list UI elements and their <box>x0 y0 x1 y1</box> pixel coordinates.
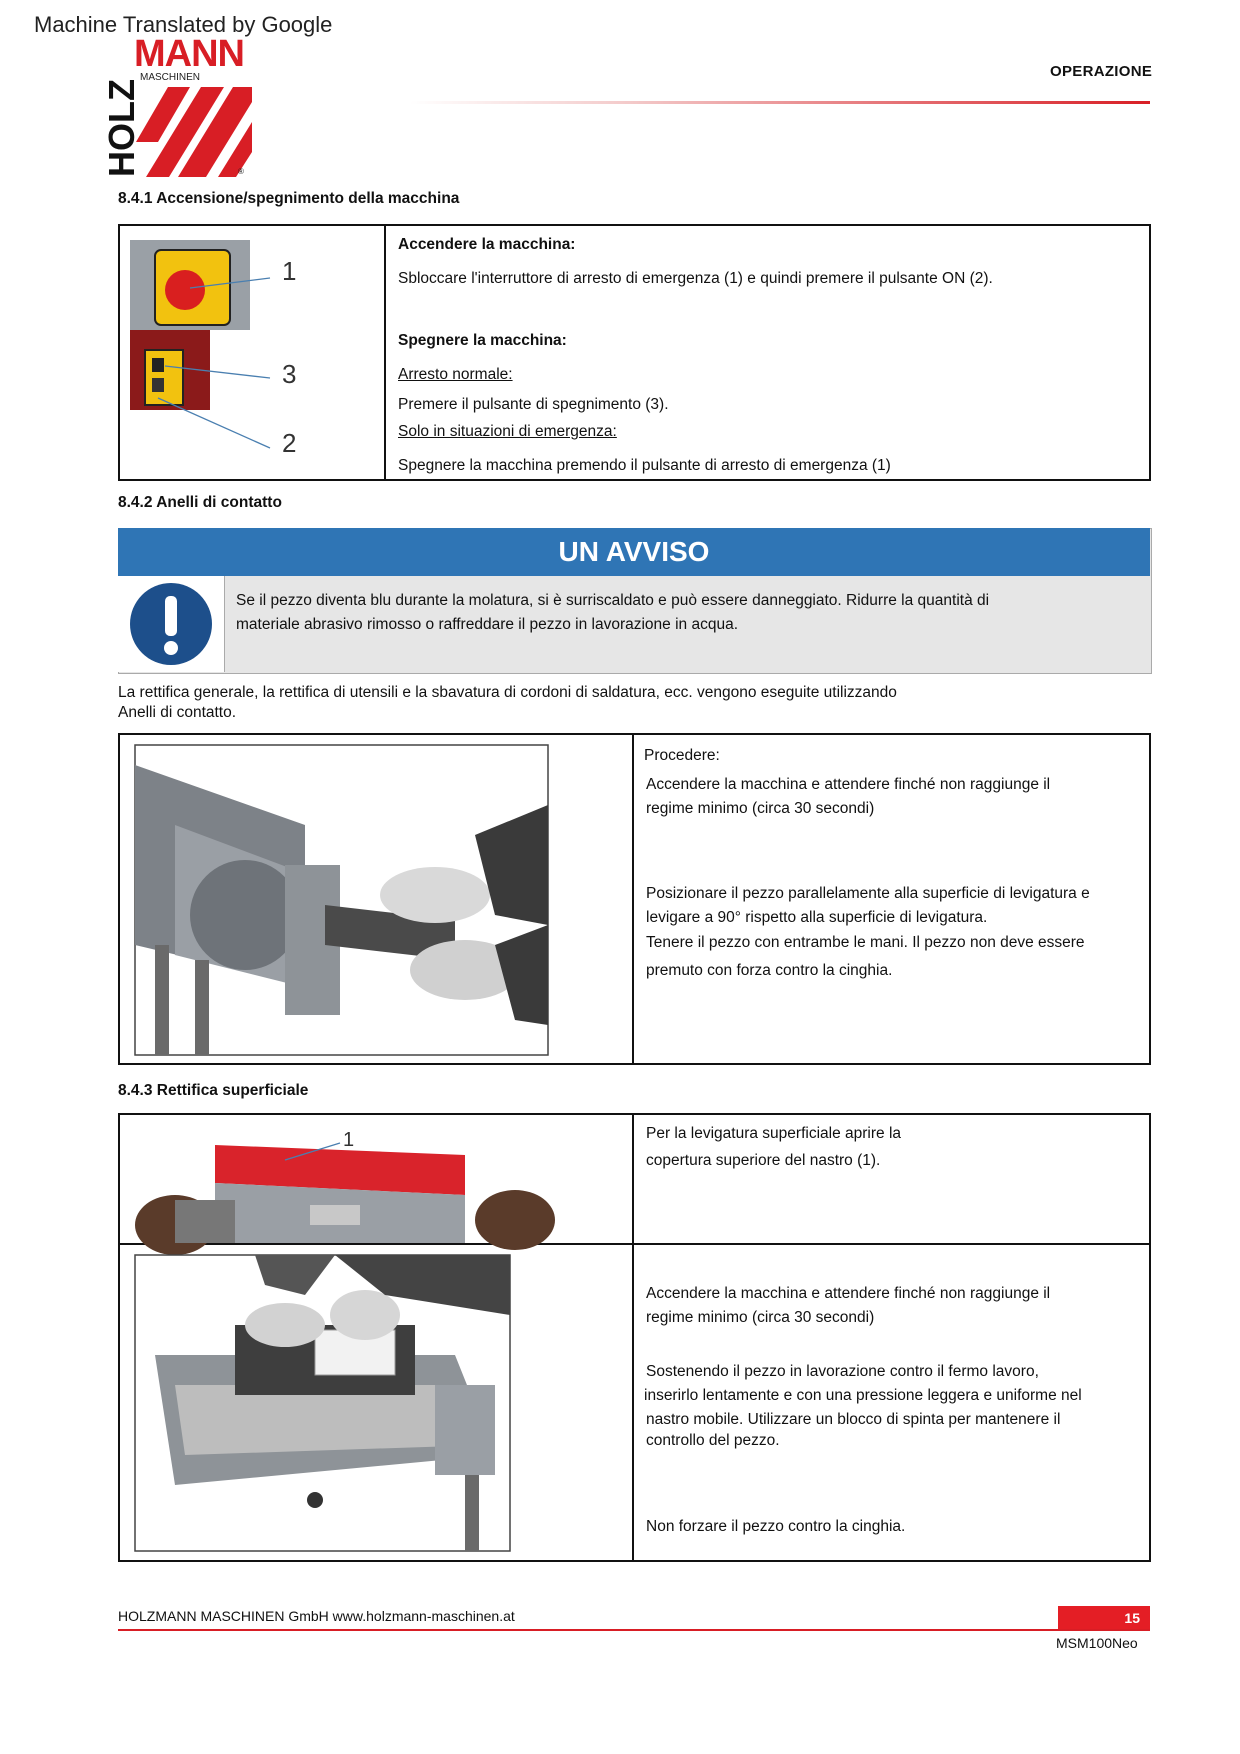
emergency-text: Spegnere la macchina premendo il pulsante di arresto di emergenza (1) <box>398 457 891 474</box>
warning-title: UN AVVISO <box>118 528 1150 576</box>
section-title: OPERAZIONE <box>1050 63 1153 80</box>
cover-text-cell <box>633 1114 1150 1244</box>
onoff-text-cell <box>385 225 1150 480</box>
cover-image-cell <box>119 1114 633 1244</box>
callout-3: 3 <box>282 359 297 389</box>
svg-text:MASCHINEN: MASCHINEN <box>140 72 201 83</box>
contact-wheel-grinding-photo <box>135 745 548 1055</box>
sg-step2-line3: nastro mobile. Utilizzare un blocco di spinta per mantenere il <box>646 1411 1061 1428</box>
cw-step1-line1: Accendere la macchina e attendere finché non raggiunge il <box>646 776 1051 793</box>
cw-step2-line1: Posizionare il pezzo parallelamente alla superficie di levigatura e <box>646 885 1090 902</box>
footer-rule <box>118 1629 1150 1631</box>
svg-text:MANN: MANN <box>134 33 244 75</box>
warning-text-line1: Se il pezzo diventa blu durante la molatura, si è surriscaldato e può essere danneggiato. Ridurre la quantità di <box>236 592 990 609</box>
contact-wheel-table <box>118 733 1151 1065</box>
intro-line1: La rettifica generale, la rettifica di utensili e la sbavatura di cordoni di saldatura, ecc. vengono eseguite utilizzando <box>118 684 897 701</box>
switch-off-title: Spegnere la macchina: <box>398 332 567 349</box>
header-rule <box>410 101 1150 104</box>
svg-text:®: ® <box>238 167 244 176</box>
cw-step1-line2: regime minimo (circa 30 secondi) <box>646 800 875 817</box>
contact-wheel-image-cell <box>119 734 633 1064</box>
intro-line2: Anelli di contatto. <box>118 704 237 721</box>
heading-8-4-1: 8.4.1 Accensione/spegnimento della macchina <box>118 190 460 207</box>
warning-text-line2: materiale abrasivo rimosso o raffreddare il pezzo in lavorazione in acqua. <box>236 616 739 633</box>
cw-step3-line2: premuto con forza contro la cinghia. <box>646 962 893 979</box>
machine-translation-watermark: Machine Translated by Google <box>34 12 333 37</box>
sg-step2-line4: controllo del pezzo. <box>646 1432 780 1449</box>
surface-grinding-table <box>118 1113 1151 1562</box>
onoff-image-cell <box>119 225 385 480</box>
surface-text-cell <box>633 1244 1150 1561</box>
cw-step3-line1: Tenere il pezzo con entrambe le mani. Il pezzo non deve essere <box>646 934 1085 951</box>
surface-grinding-photo <box>135 1255 510 1551</box>
callout-2: 2 <box>282 428 297 458</box>
sg-step2-line1: Sostenendo il pezzo in lavorazione contro il fermo lavoro, <box>646 1363 1039 1380</box>
surface-image-cell <box>119 1244 633 1561</box>
proceed-label: Procedere: <box>644 747 720 764</box>
onoff-table <box>118 224 1151 481</box>
page-number: 15 <box>1058 1606 1150 1631</box>
footer-model: MSM100Neo <box>1056 1635 1138 1651</box>
sg-step3: Non forzare il pezzo contro la cinghia. <box>646 1518 906 1535</box>
cw-step2-line2: levigare a 90° rispetto alla superficie di levigatura. <box>646 909 988 926</box>
normal-stop-text: Premere il pulsante di spegnimento (3). <box>398 396 669 413</box>
open-cover-line2: copertura superiore del nastro (1). <box>646 1152 881 1169</box>
footer-company: HOLZMANN MASCHINEN GmbH www.holzmann-maschinen.at <box>118 1608 515 1624</box>
heading-8-4-2: 8.4.2 Anelli di contatto <box>118 494 282 511</box>
switch-on-title: Accendere la macchina: <box>398 236 576 253</box>
contact-wheel-text-cell <box>633 734 1150 1064</box>
warning-icon-cell <box>118 576 225 672</box>
callout-1: 1 <box>282 256 297 286</box>
svg-text:HOLZ: HOLZ <box>101 79 142 177</box>
normal-stop-label: Arresto normale: <box>398 366 513 383</box>
switch-on-text: Sbloccare l'interruttore di arresto di emergenza (1) e quindi premere il pulsante ON (2). <box>398 270 993 287</box>
sg-step2-line2: inserirlo lentamente e con una pressione leggera e uniforme nel <box>644 1387 1082 1404</box>
cover-callout-1: 1 <box>343 1129 355 1151</box>
open-cover-line1: Per la levigatura superficiale aprire la <box>646 1125 902 1142</box>
heading-8-4-3: 8.4.3 Rettifica superficiale <box>118 1082 309 1099</box>
sg-step1-line1: Accendere la macchina e attendere finché non raggiunge il <box>646 1285 1051 1302</box>
exclamation-icon <box>118 576 224 672</box>
sg-step1-line2: regime minimo (circa 30 secondi) <box>646 1309 875 1326</box>
holzmann-logo <box>101 32 256 177</box>
emergency-label: Solo in situazioni di emergenza: <box>398 423 617 440</box>
